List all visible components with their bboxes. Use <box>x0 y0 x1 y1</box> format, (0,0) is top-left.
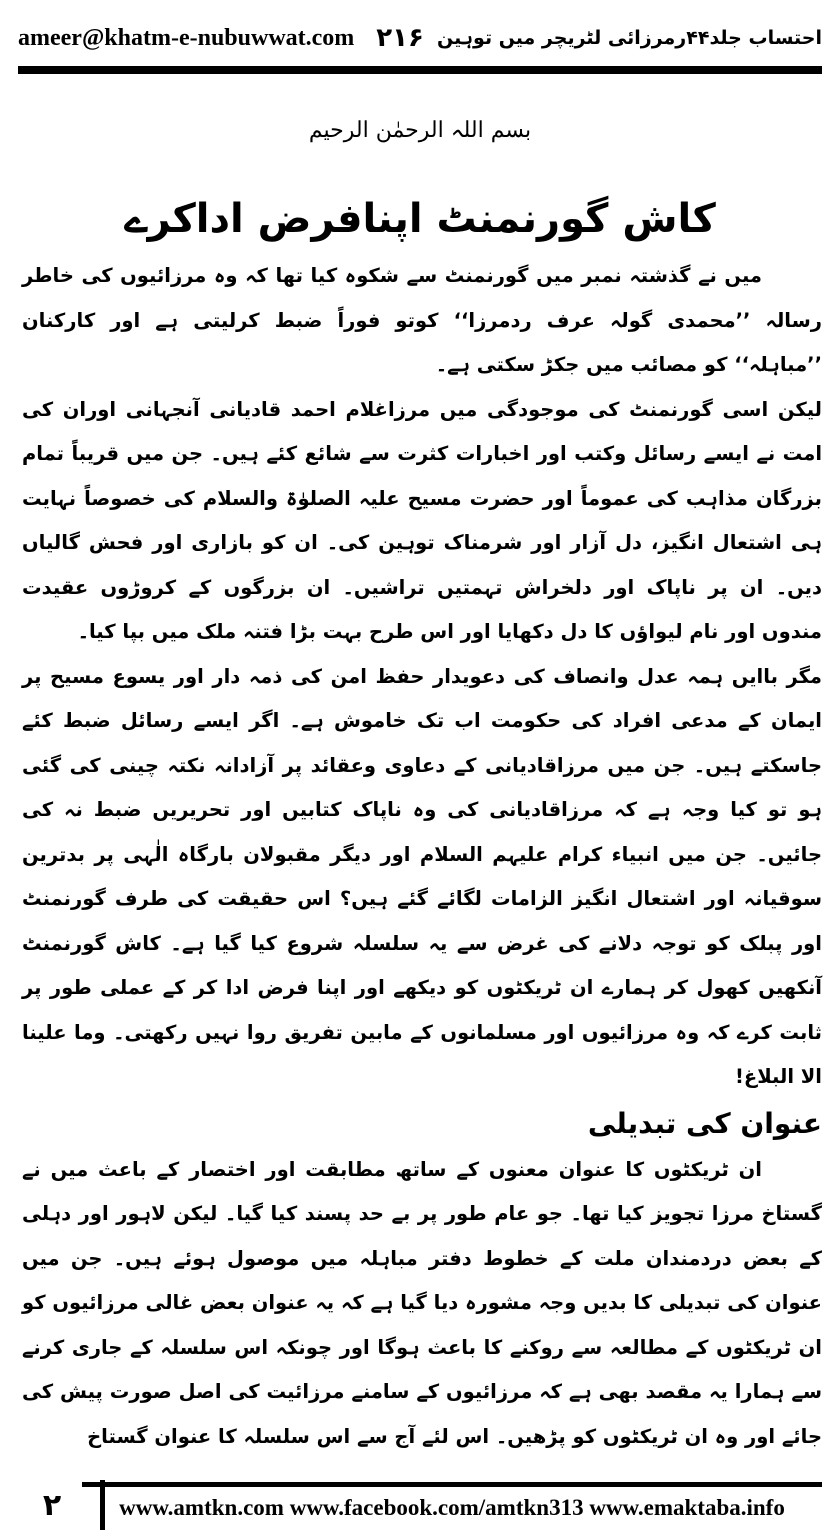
header-email[interactable]: ameer@khatm-e-nubuwwat.com <box>18 24 355 51</box>
header-left <box>18 23 424 53</box>
article-body <box>22 254 822 1459</box>
bismillah: بسم اللہ الرحمٰن الرحیم <box>308 118 532 143</box>
article-title: کاش گورنمنٹ اپنافرض اداکرے <box>124 196 716 242</box>
header-page-number: ۲۱۶ <box>376 23 424 53</box>
paragraph: میں نے گذشتہ نمبر میں گورنمنٹ سے شکوہ کیا تھا کہ وہ مرزائیوں کی خاطر رسالہ ’’محمدی گولہ عرف ردمرزا‘‘ کوتو فوراً ضبط کرلیتی ہے اور کارکنان ’’مباہلہ‘‘ کو مصائب میں جکڑ سکتی ہے۔ <box>22 264 822 376</box>
footer-page-number: ۲ <box>42 1487 62 1523</box>
footer-divider <box>100 1480 105 1530</box>
page-header <box>18 14 822 62</box>
paragraph: ان ٹریکٹوں کا عنوان معنوں کے ساتھ مطابقت اور اختصار کے باعث میں نے گستاخ مرزا تجویز کیا تھا۔ جو عام طور پر بے حد پسند کیا گیا۔ لیکن لاہور اور دہلی کے بعض دردمندان ملت کے خطوط دفتر مباہلہ میں موصول ہوئے ہیں۔ جن میں عنوان کی تبدیلی کا بدیں وجہ مشورہ دیا گیا ہے کہ یہ عنوان بعض غالی مرزائیوں کو ان ٹریکٹوں کے مطالعہ سے روکنے کا باعث ہوگا اور چونکہ اس سلسلہ کے جاری کرنے سے ہمارا یہ مقصد بھی ہے کہ مرزائیوں کے سامنے مرزائیت کی اصل صورت پیش کی جائے اور وہ ان ٹریکٹوں کو پڑھیں۔ اس لئے آج سے اس سلسلہ کا عنوان گستاخ <box>22 1157 822 1448</box>
paragraph: لیکن اسی گورنمنٹ کی موجودگی میں مرزاغلام احمد قادیانی آنجہانی اوران کی امت نے ایسے رسائل وکتب اور اخبارات کثرت سے شائع کئے ہیں۔ جن میں قریباً تمام بزرگان مذاہب کی عموماً اور حضرت مسیح علیہ الصلوٰۃ والسلام کی خصوصاً نہایت ہی اشتعال انگیز، دل آزار اور شرمناک توہین کی۔ ان کو بازاری اور فحش گالیاں دیں۔ ان پر ناپاک اور دلخراش تہمتیں تراشیں۔ ان بزرگوں کے کروڑوں عقیدت مندوں اور نام لیواؤں کا دل دکھایا اور اس طرح بہت بڑا فتنہ ملک میں بپا کیا۔ <box>22 397 822 643</box>
header-rule <box>18 66 822 74</box>
running-title: احتساب جلد۴۴رمرزائی لٹریچر میں توہین <box>437 27 822 49</box>
section-heading: عنوان کی تبدیلی <box>587 1106 822 1140</box>
footer-links[interactable]: www.amtkn.com www.facebook.com/amtkn313 www.emaktaba.info <box>82 1482 822 1528</box>
paragraph: مگر باایں ہمہ عدل وانصاف کی دعویدار حفظ امن کی ذمہ دار اور یسوع مسیح پر ایمان کے مدعی افراد کی حکومت اب تک خاموش ہے۔ اگر ایسے رسائل ضبط کئے جاسکتے ہیں۔ جن میں مرزاقادیانی کے دعاوی وعقائد پر آزادانہ نکتہ چینی کی گئی ہو تو کیا وجہ ہے کہ مرزاقادیانی کی وہ ناپاک کتابیں اور تحریریں ضبط نہ کی جائیں۔ جن میں انبیاء کرام علیہم السلام اور دیگر مقبولان بارگاہ الٰہی پر بدترین سوقیانہ اور اشتعال انگیز الزامات لگائے گئے ہیں؟ اس حقیقت کی طرف گورنمنٹ اور پبلک کو توجہ دلانے کی غرض سے یہ سلسلہ شروع کیا گیا ہے۔ کاش گورنمنٹ آنکھیں کھول کر ہمارے ان ٹریکٹوں کو دیکھے اور اپنا فرض ادا کر کے عملی طور پر ثابت کرے کہ وہ مرزائیوں اور مسلمانوں کے مابین تفریق روا نہیں رکھتی۔ وما علینا الا البلاغ! <box>22 664 822 1088</box>
page-footer <box>0 1480 840 1530</box>
